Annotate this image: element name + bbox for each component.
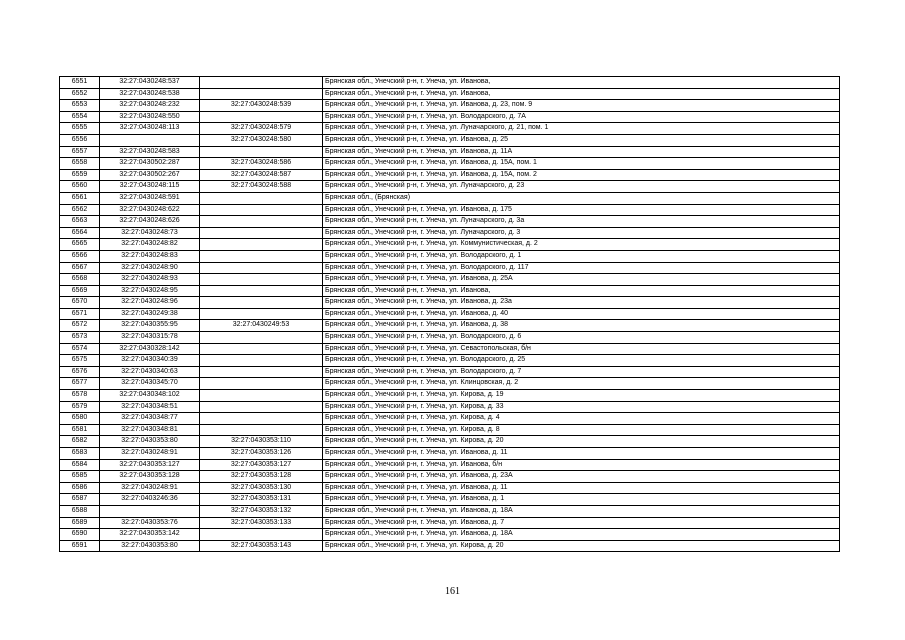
address-cell: Брянская обл., Унечский р-н, г. Унеча, ул. Кирова, д. 19 [323,390,840,402]
row-number-cell: 6590 [60,529,100,541]
row-number-cell: 6585 [60,471,100,483]
row-number-cell: 6576 [60,366,100,378]
registry-table-body [60,77,840,552]
table-row [60,378,840,390]
table-row [60,459,840,471]
table-row [60,401,840,413]
row-number-cell: 6571 [60,308,100,320]
address-cell: Брянская обл., Унечский р-н, г. Унеча, ул. Иванова, д. 40 [323,308,840,320]
cadastral-number-cell: 32:27:0430348:102 [100,390,200,402]
related-cadastral-number-cell [200,332,323,344]
table-row [60,297,840,309]
cadastral-number-cell: 32:27:0430345:70 [100,378,200,390]
row-number-cell: 6569 [60,285,100,297]
row-number-cell: 6565 [60,239,100,251]
registry-table [59,76,840,552]
cadastral-number-cell: 32:27:0430353:76 [100,517,200,529]
table-row [60,100,840,112]
related-cadastral-number-cell [200,343,323,355]
address-cell: Брянская обл., (Брянская) [323,192,840,204]
table-row [60,355,840,367]
table-row [60,494,840,506]
row-number-cell: 6558 [60,158,100,170]
table-row [60,239,840,251]
cadastral-number-cell: 32:27:0430502:287 [100,158,200,170]
table-row [60,517,840,529]
table-row [60,320,840,332]
table-row [60,343,840,355]
related-cadastral-number-cell: 32:27:0430353:133 [200,517,323,529]
address-cell: Брянская обл., Унечский р-н, г. Унеча, ул. Луначарского, д. 3 [323,227,840,239]
cadastral-number-cell [100,505,200,517]
related-cadastral-number-cell: 32:27:0430353:127 [200,459,323,471]
cadastral-number-cell: 32:27:0430248:82 [100,239,200,251]
related-cadastral-number-cell: 32:27:0430353:130 [200,482,323,494]
table-row [60,146,840,158]
address-cell: Брянская обл., Унечский р-н, г. Унеча, ул. Иванова, д. 18А [323,505,840,517]
table-row [60,448,840,460]
address-cell: Брянская обл., Унечский р-н, г. Унеча, ул. Кирова, д. 20 [323,540,840,552]
related-cadastral-number-cell [200,413,323,425]
table-row [60,274,840,286]
table-row [60,111,840,123]
row-number-cell: 6566 [60,250,100,262]
row-number-cell: 6578 [60,390,100,402]
row-number-cell: 6556 [60,134,100,146]
related-cadastral-number-cell [200,274,323,286]
address-cell: Брянская обл., Унечский р-н, г. Унеча, ул. Кирова, д. 20 [323,436,840,448]
address-cell: Брянская обл., Унечский р-н, г. Унеча, ул. Иванова, д. 25А [323,274,840,286]
address-cell: Брянская обл., Унечский р-н, г. Унеча, ул. Иванова, д. 175 [323,204,840,216]
address-cell: Брянская обл., Унечский р-н, г. Унеча, ул. Иванова, д. 25 [323,134,840,146]
related-cadastral-number-cell: 32:27:0430249:53 [200,320,323,332]
address-cell: Брянская обл., Унечский р-н, г. Унеча, ул. Луначарского, д. 21, пом. 1 [323,123,840,135]
row-number-cell: 6587 [60,494,100,506]
cadastral-number-cell: 32:27:0430328:142 [100,343,200,355]
related-cadastral-number-cell: 32:27:0430248:579 [200,123,323,135]
address-cell: Брянская обл., Унечский р-н, г. Унеча, ул. Володарского, д. 6 [323,332,840,344]
related-cadastral-number-cell [200,355,323,367]
cadastral-number-cell: 32:27:0430348:51 [100,401,200,413]
related-cadastral-number-cell [200,239,323,251]
address-cell: Брянская обл., Унечский р-н, г. Унеча, ул. Володарского, д. 7А [323,111,840,123]
address-cell: Брянская обл., Унечский р-н, г. Унеча, ул. Иванова, д. 23А [323,471,840,483]
table-row [60,88,840,100]
cadastral-number-cell: 32:27:0430315:78 [100,332,200,344]
page-number: 161 [445,586,460,597]
related-cadastral-number-cell [200,285,323,297]
table-row [60,424,840,436]
table-row [60,216,840,228]
table-row [60,158,840,170]
cadastral-number-cell [100,134,200,146]
table-row [60,181,840,193]
row-number-cell: 6568 [60,274,100,286]
cadastral-number-cell: 32:27:0430248:537 [100,77,200,89]
cadastral-number-cell: 32:27:0430248:113 [100,123,200,135]
address-cell: Брянская обл., Унечский р-н, г. Унеча, ул. Володарского, д. 25 [323,355,840,367]
row-number-cell: 6561 [60,192,100,204]
address-cell: Брянская обл., Унечский р-н, г. Унеча, ул. Иванова, д. 15А, пом. 2 [323,169,840,181]
related-cadastral-number-cell [200,401,323,413]
related-cadastral-number-cell [200,297,323,309]
related-cadastral-number-cell: 32:27:0430248:588 [200,181,323,193]
row-number-cell: 6591 [60,540,100,552]
table-row [60,134,840,146]
row-number-cell: 6589 [60,517,100,529]
cadastral-number-cell: 32:27:0430248:83 [100,250,200,262]
table-row [60,285,840,297]
cadastral-number-cell: 32:27:0430353:127 [100,459,200,471]
related-cadastral-number-cell: 32:27:0430248:580 [200,134,323,146]
row-number-cell: 6588 [60,505,100,517]
table-row [60,413,840,425]
row-number-cell: 6583 [60,448,100,460]
address-cell: Брянская обл., Унечский р-н, г. Унеча, ул. Кирова, д. 8 [323,424,840,436]
address-cell: Брянская обл., Унечский р-н, г. Унеча, ул. Иванова, д. 11 [323,482,840,494]
row-number-cell: 6570 [60,297,100,309]
address-cell: Брянская обл., Унечский р-н, г. Унеча, ул. Иванова, д. 1 [323,494,840,506]
row-number-cell: 6582 [60,436,100,448]
table-row [60,540,840,552]
related-cadastral-number-cell [200,227,323,239]
address-cell: Брянская обл., Унечский р-н, г. Унеча, ул. Кирова, д. 33 [323,401,840,413]
row-number-cell: 6579 [60,401,100,413]
cadastral-number-cell: 32:27:0430248:626 [100,216,200,228]
cadastral-number-cell: 32:27:0430340:39 [100,355,200,367]
related-cadastral-number-cell [200,529,323,541]
row-number-cell: 6573 [60,332,100,344]
related-cadastral-number-cell [200,111,323,123]
cadastral-number-cell: 32:27:0430248:73 [100,227,200,239]
address-cell: Брянская обл., Унечский р-н, г. Унеча, ул. Иванова, д. 15А, пом. 1 [323,158,840,170]
row-number-cell: 6552 [60,88,100,100]
cadastral-number-cell: 32:27:0430248:91 [100,482,200,494]
cadastral-number-cell: 32:27:0430348:77 [100,413,200,425]
cadastral-number-cell: 32:27:0430353:80 [100,436,200,448]
table-row [60,436,840,448]
related-cadastral-number-cell: 32:27:0430353:110 [200,436,323,448]
cadastral-number-cell: 32:27:0430353:128 [100,471,200,483]
cadastral-number-cell: 32:27:0430248:115 [100,181,200,193]
cadastral-number-cell: 32:27:0430248:232 [100,100,200,112]
related-cadastral-number-cell [200,204,323,216]
table-row [60,366,840,378]
cadastral-number-cell: 32:27:0430248:96 [100,297,200,309]
cadastral-number-cell: 32:27:0430248:550 [100,111,200,123]
table-row [60,390,840,402]
related-cadastral-number-cell: 32:27:0430248:587 [200,169,323,181]
related-cadastral-number-cell [200,424,323,436]
address-cell: Брянская обл., Унечский р-н, г. Унеча, ул. Луначарского, д. 23 [323,181,840,193]
related-cadastral-number-cell: 32:27:0430353:128 [200,471,323,483]
row-number-cell: 6574 [60,343,100,355]
related-cadastral-number-cell [200,192,323,204]
related-cadastral-number-cell [200,390,323,402]
cadastral-number-cell: 32:27:0430353:80 [100,540,200,552]
address-cell: Брянская обл., Унечский р-н, г. Унеча, ул. Иванова, д. 11А [323,146,840,158]
address-cell: Брянская обл., Унечский р-н, г. Унеча, ул. Володарского, д. 117 [323,262,840,274]
address-cell: Брянская обл., Унечский р-н, г. Унеча, ул. Иванова, [323,88,840,100]
table-row [60,227,840,239]
address-cell: Брянская обл., Унечский р-н, г. Унеча, ул. Иванова, д. 18А [323,529,840,541]
address-cell: Брянская обл., Унечский р-н, г. Унеча, ул. Иванова, д. 11 [323,448,840,460]
row-number-cell: 6554 [60,111,100,123]
cadastral-number-cell: 32:27:0430248:91 [100,448,200,460]
cadastral-number-cell: 32:27:0430248:93 [100,274,200,286]
table-row [60,471,840,483]
row-number-cell: 6580 [60,413,100,425]
related-cadastral-number-cell: 32:27:0430353:126 [200,448,323,460]
related-cadastral-number-cell: 32:27:0430353:131 [200,494,323,506]
table-row [60,169,840,181]
address-cell: Брянская обл., Унечский р-н, г. Унеча, ул. Иванова, д. 23а [323,297,840,309]
row-number-cell: 6572 [60,320,100,332]
related-cadastral-number-cell [200,366,323,378]
row-number-cell: 6560 [60,181,100,193]
related-cadastral-number-cell [200,88,323,100]
address-cell: Брянская обл., Унечский р-н, г. Унеча, ул. Володарского, д. 1 [323,250,840,262]
address-cell: Брянская обл., Унечский р-н, г. Унеча, ул. Севастопольская, б/н [323,343,840,355]
address-cell: Брянская обл., Унечский р-н, г. Унеча, ул. Иванова, д. 23, пом. 9 [323,100,840,112]
related-cadastral-number-cell: 32:27:0430248:586 [200,158,323,170]
row-number-cell: 6553 [60,100,100,112]
cadastral-number-cell: 32:27:0430248:90 [100,262,200,274]
address-cell: Брянская обл., Унечский р-н, г. Унеча, ул. Луначарского, д. 3а [323,216,840,228]
related-cadastral-number-cell [200,146,323,158]
cadastral-number-cell: 32:27:0430248:591 [100,192,200,204]
table-row [60,77,840,89]
table-row [60,505,840,517]
related-cadastral-number-cell: 32:27:0430353:143 [200,540,323,552]
table-row [60,332,840,344]
related-cadastral-number-cell [200,262,323,274]
row-number-cell: 6564 [60,227,100,239]
address-cell: Брянская обл., Унечский р-н, г. Унеча, ул. Иванова, [323,285,840,297]
row-number-cell: 6586 [60,482,100,494]
row-number-cell: 6551 [60,77,100,89]
table-row [60,192,840,204]
table-row [60,529,840,541]
row-number-cell: 6563 [60,216,100,228]
cadastral-number-cell: 32:27:0403246:36 [100,494,200,506]
table-row [60,308,840,320]
address-cell: Брянская обл., Унечский р-н, г. Унеча, ул. Иванова, д. 38 [323,320,840,332]
row-number-cell: 6555 [60,123,100,135]
row-number-cell: 6557 [60,146,100,158]
related-cadastral-number-cell [200,216,323,228]
cadastral-number-cell: 32:27:0430248:622 [100,204,200,216]
cadastral-number-cell: 32:27:0430353:142 [100,529,200,541]
address-cell: Брянская обл., Унечский р-н, г. Унеча, ул. Володарского, д. 7 [323,366,840,378]
row-number-cell: 6577 [60,378,100,390]
table-row [60,250,840,262]
cadastral-number-cell: 32:27:0430355:95 [100,320,200,332]
row-number-cell: 6584 [60,459,100,471]
row-number-cell: 6575 [60,355,100,367]
address-cell: Брянская обл., Унечский р-н, г. Унеча, ул. Иванова, б/н [323,459,840,471]
related-cadastral-number-cell [200,308,323,320]
table-row [60,482,840,494]
table-row [60,204,840,216]
related-cadastral-number-cell [200,77,323,89]
related-cadastral-number-cell [200,250,323,262]
address-cell: Брянская обл., Унечский р-н, г. Унеча, ул. Иванова, д. 7 [323,517,840,529]
address-cell: Брянская обл., Унечский р-н, г. Унеча, ул. Коммунистическая, д. 2 [323,239,840,251]
cadastral-number-cell: 32:27:0430248:538 [100,88,200,100]
cadastral-number-cell: 32:27:0430340:63 [100,366,200,378]
row-number-cell: 6581 [60,424,100,436]
address-cell: Брянская обл., Унечский р-н, г. Унеча, ул. Иванова, [323,77,840,89]
address-cell: Брянская обл., Унечский р-н, г. Унеча, ул. Клинцовская, д. 2 [323,378,840,390]
cadastral-number-cell: 32:27:0430248:583 [100,146,200,158]
cadastral-number-cell: 32:27:0430348:81 [100,424,200,436]
cadastral-number-cell: 32:27:0430249:38 [100,308,200,320]
row-number-cell: 6559 [60,169,100,181]
row-number-cell: 6562 [60,204,100,216]
address-cell: Брянская обл., Унечский р-н, г. Унеча, ул. Кирова, д. 4 [323,413,840,425]
cadastral-number-cell: 32:27:0430248:95 [100,285,200,297]
related-cadastral-number-cell [200,378,323,390]
table-row [60,123,840,135]
row-number-cell: 6567 [60,262,100,274]
table-row [60,262,840,274]
cadastral-number-cell: 32:27:0430502:267 [100,169,200,181]
related-cadastral-number-cell: 32:27:0430248:539 [200,100,323,112]
related-cadastral-number-cell: 32:27:0430353:132 [200,505,323,517]
